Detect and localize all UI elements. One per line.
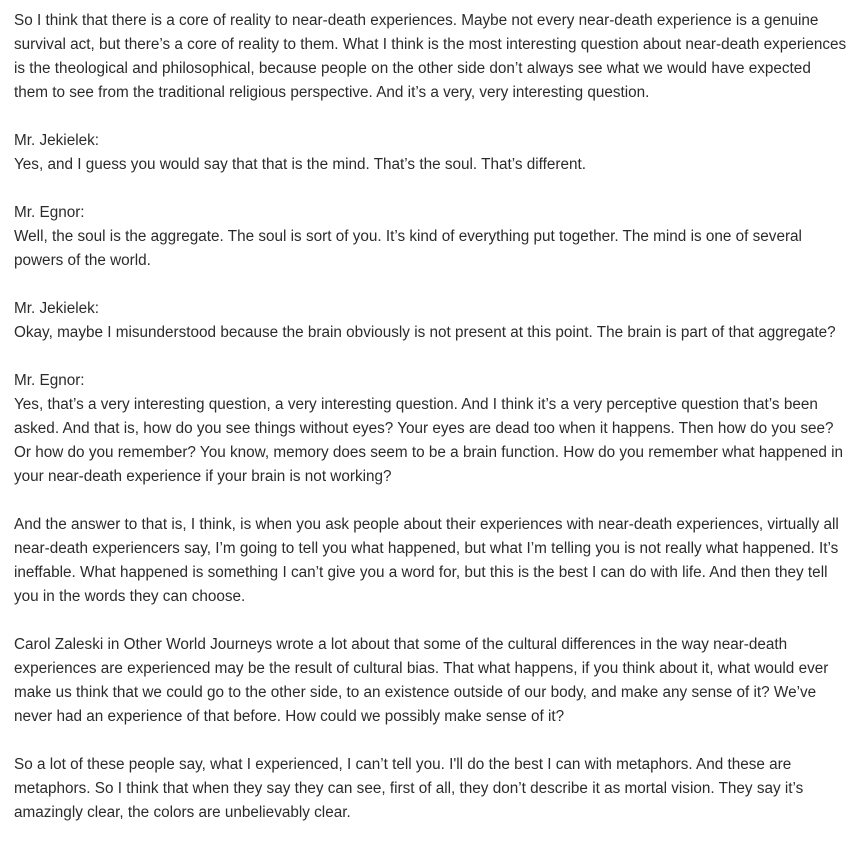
paragraph-text: Okay, maybe I misunderstood because the brain obviously is not present at this point. The brain is part of that aggregate? — [14, 324, 836, 341]
paragraph — [14, 633, 847, 729]
paragraph-text: Yes, that’s a very interesting question, a very interesting question. And I think it’s a very perceptive question that’s been asked. And that is, how do you see things without eyes? Your eyes are dead too when it happens. Then how do you see? Or how do you remember? You know, memory does seem to be a brain function. How do you remember what happened in your near-death experience if your brain is not working? — [14, 396, 844, 485]
paragraph-text: Carol Zaleski in Other World Journeys wrote a lot about that some of the cultural differences in the way near-death experiences are experienced may be the result of cultural bias. That what happens, if you think about it, what would ever make us think that we could go to the other side, to an existence outside of our body, and make any sense of it? We’ve never had an experience of that before. How could we possibly make sense of it? — [14, 636, 829, 725]
paragraph — [14, 753, 847, 825]
paragraph-text: Well, the soul is the aggregate. The soul is sort of you. It’s kind of everything put together. The mind is one of several powers of the world. — [14, 228, 802, 269]
paragraph — [14, 297, 847, 345]
paragraph — [14, 129, 847, 177]
paragraph — [14, 201, 847, 273]
paragraph — [14, 369, 847, 489]
paragraph — [14, 513, 847, 609]
paragraph-text: Yes, and I guess you would say that that is the mind. That’s the soul. That’s different. — [14, 156, 587, 173]
speaker-label: Mr. Jekielek: — [14, 300, 100, 317]
paragraph — [14, 9, 847, 105]
paragraph-text: And the answer to that is, I think, is when you ask people about their experiences with near-death experiences, virtually all near-death experiencers say, I’m going to tell you what happened, but what I’m telling you is not really what happened. It’s ineffable. What happened is something I can’t give you a word for, but this is the best I can do with life. And then they tell you in the words they can choose. — [14, 516, 839, 605]
speaker-label: Mr. Egnor: — [14, 372, 85, 389]
speaker-label: Mr. Egnor: — [14, 204, 85, 221]
paragraph-text: So I think that there is a core of reality to near-death experiences. Maybe not every near-death experience is a genuine survival act, but there’s a core of reality to them. What I think is the most interesting question about near-death experiences is the theological and philosophical, because people on the other side don’t always see what we would have expected them to see from the traditional religious perspective. And it’s a very, very interesting question. — [14, 12, 847, 101]
speaker-label: Mr. Jekielek: — [14, 132, 100, 149]
paragraph-text: So a lot of these people say, what I experienced, I can’t tell you. I'll do the best I can with metaphors. And these are metaphors. So I think that when they say they can see, first of all, they don’t describe it as mortal vision. They say it’s amazingly clear, the colors are unbelievably clear. — [14, 756, 804, 821]
